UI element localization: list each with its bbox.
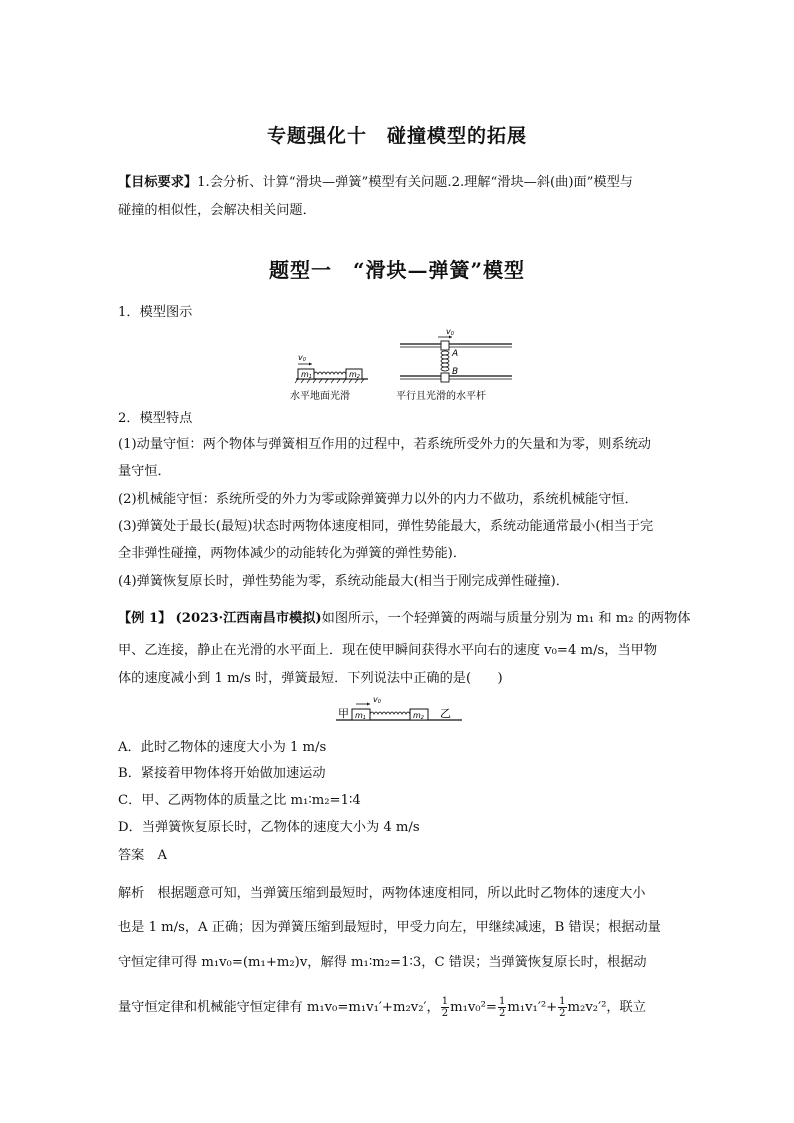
goal-line-2: 碰撞的相似性，会解决相关问题． [118, 203, 316, 218]
label-yi: 乙 [440, 707, 451, 720]
option-a: A．此时乙物体的速度大小为 1 m/s [118, 740, 327, 755]
example-line-1 [118, 608, 691, 630]
analysis-energy-term-2: m₁v₁′²+ [507, 1000, 558, 1015]
caption-left: 水平地面光滑 [290, 391, 350, 402]
analysis-line-1: 解析 根据题意可知，当弹簧压缩到最短时，两物体速度相同，所以此时乙物体的速度大小 [118, 886, 646, 901]
analysis-energy-term-3: m₂v₂′²，联立 [567, 1000, 646, 1015]
example-spring [370, 712, 410, 714]
slider-a [441, 341, 449, 350]
label-b: B [452, 367, 459, 377]
feature-1-line-2: 量守恒． [118, 464, 171, 479]
feature-1-line-1: (1)动量守恒：两个物体与弹簧相互作用的过程中，若系统所受外力的矢量和为零，则系统动 [118, 437, 651, 452]
answer: 答案 A [118, 848, 168, 863]
example-line-3: 体的速度减小到 1 m/s 时，弹簧最短．下列说法中正确的是( ) [118, 671, 503, 686]
fraction-half-1: $\frac{1}{2}$ [441, 996, 449, 1019]
rod-diagram [396, 327, 512, 402]
page-title: 专题强化十 碰撞模型的拓展 [266, 125, 527, 147]
analysis-energy-term-1: m₁v₀²= [450, 1000, 497, 1015]
example-source: (2023·江西南昌市模拟) [175, 611, 322, 626]
label-jia: 甲 [338, 707, 349, 720]
example-line-2: 甲、乙连接，静止在光滑的水平面上．现在使甲瞬间获得水平向右的速度 v₀=4 m/s，当甲物 [118, 643, 658, 658]
example-arrowhead [367, 703, 370, 706]
example-figure [336, 694, 466, 724]
analysis-line-2: 也是 1 m/s，A 正确；因为弹簧压缩到最短时，甲受力向左，甲继续减速，B 错误；根据动量 [118, 920, 661, 935]
feature-4: (4)弹簧恢复原长时，弹性势能为零，系统动能最大(相当于刚完成弹性碰撞)． [118, 574, 569, 589]
option-c: C．甲、乙两物体的质量之比 m₁∶m₂=1∶4 [118, 793, 361, 808]
feature-3-line-1: (3)弹簧处于最长(最短)状态时两物体速度相同，弹性势能最大，系统动能通常最小(相当于完 [118, 519, 654, 534]
spring-vertical [441, 351, 449, 371]
block-m2-label: m2 [349, 370, 360, 380]
goal-text-1: 1.会分析、计算“滑块—弹簧”模型有关问题.2.理解“滑块—斜(曲)面”模型与 [197, 175, 633, 190]
example-label: 【例 1】 [118, 611, 172, 626]
option-b: B．紧接着甲物体将开始做加速运动 [118, 766, 326, 781]
fraction-half-2: $\frac{1}{2}$ [498, 996, 506, 1019]
example-m2-label: m2 [413, 711, 424, 721]
velocity-label-right: v0 [446, 327, 454, 337]
section-title: 题型一 “滑块—弹簧”模型 [268, 258, 525, 282]
option-d: D．当弹簧恢复原长时，乙物体的速度大小为 4 m/s [118, 820, 420, 835]
analysis-line-4 [118, 996, 684, 1019]
goal-line-1 [118, 172, 684, 194]
arrowhead-left [309, 363, 312, 366]
example-velocity-label: v0 [373, 695, 381, 705]
model-figure [290, 326, 520, 404]
caption-right: 平行且光滑的水平杆 [396, 391, 486, 402]
analysis-line-3: 守恒定律可得 m₁v₀=(m₁+m₂)v，解得 m₁∶m₂=1∶3，C 错误；当弹簧恢复原长时，根据动 [118, 955, 647, 970]
slider-b [441, 373, 449, 382]
ground-diagram [290, 353, 368, 402]
subheading-model-figure: 1．模型图示 [118, 305, 193, 320]
feature-3-line-2: 全非弹性碰撞，两物体减少的动能转化为弹簧的弹性势能)． [118, 546, 467, 561]
feature-2: (2)机械能守恒：系统所受的外力为零或除弹簧弹力以外的内力不做功，系统机械能守恒． [118, 492, 638, 507]
fraction-half-3: $\frac{1}{2}$ [559, 996, 566, 1019]
example-text-1: 如图所示，一个轻弹簧的两端与质量分别为 m₁ 和 m₂ 的两物体 [321, 611, 691, 626]
example-m1-label: m1 [355, 711, 366, 721]
block-m1-label: m1 [301, 370, 312, 380]
label-a: A [452, 349, 459, 359]
velocity-label-left: v0 [298, 353, 306, 363]
spring-horizontal [314, 372, 346, 374]
goal-label: 【目标要求】 [118, 175, 198, 190]
analysis-line-4-text: 量守恒定律和机械能守恒定律有 m₁v₀=m₁v₁′+m₂v₂′， [118, 1000, 440, 1015]
subheading-model-features: 2．模型特点 [118, 411, 193, 426]
